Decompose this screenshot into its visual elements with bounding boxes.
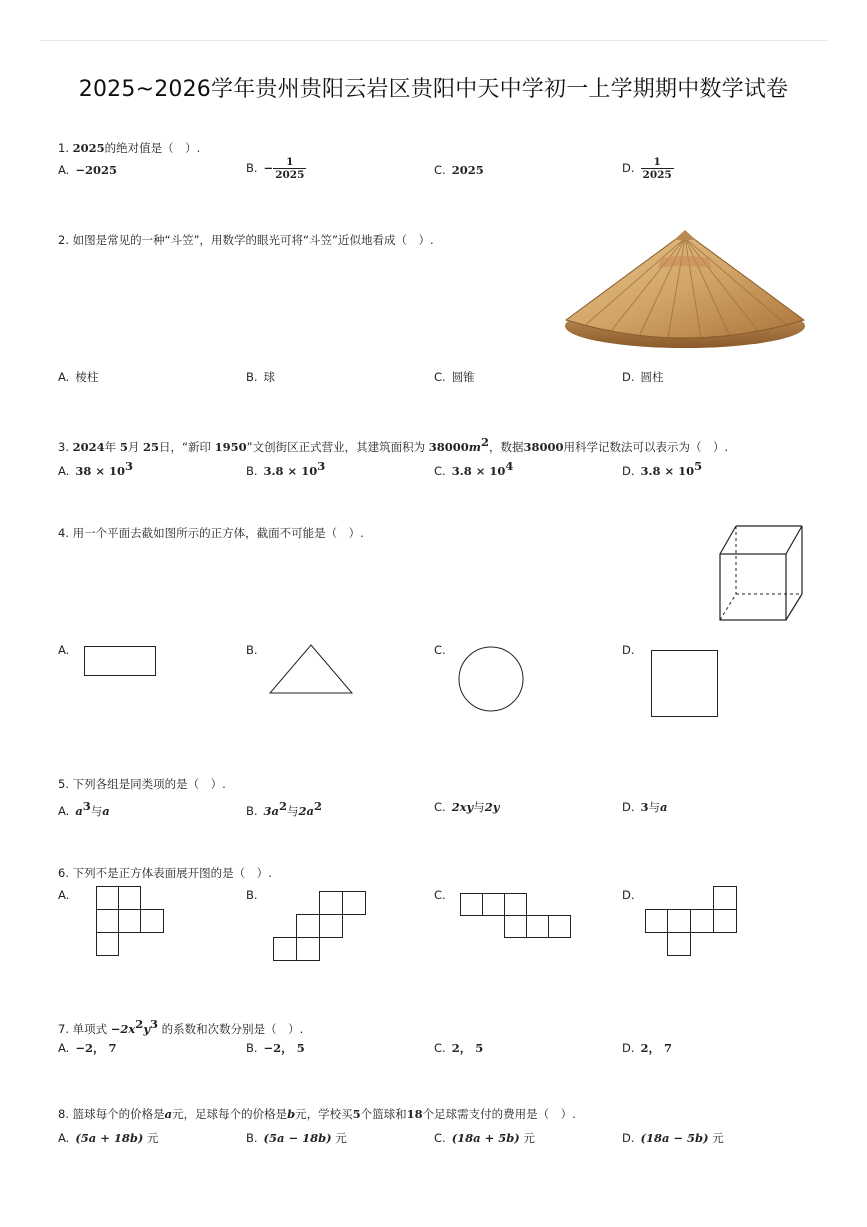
q6-option-c[interactable]: C.	[434, 888, 446, 902]
q6-option-b[interactable]: B.	[246, 888, 258, 902]
q3-option-a[interactable]: A. $38 \times 10^3$	[58, 459, 133, 478]
q7-option-a[interactable]: A. −2， 7	[58, 1041, 117, 1055]
question-3: 3. 2024年 5月 25日，“新印 1950”文创街区正式营业，其建筑面积为 $38000m^2$，数据38000用科学记数法可以表示为（ ）.	[58, 435, 729, 454]
question-5: 5. 下列各组是同类项的是（ ）.	[58, 777, 226, 791]
question-8: 8. 篮球每个的价格是a元，足球每个的价格是b元，学校买5个篮球和18个足球需支付的费用是（ ）.	[58, 1107, 576, 1121]
q5-option-d[interactable]: D. 3与a	[622, 800, 668, 814]
q1-option-a[interactable]: A. −2025	[58, 163, 117, 177]
q8-option-d[interactable]: D. (18a − 5b) 元	[622, 1131, 724, 1145]
q4-option-b[interactable]: B.	[246, 643, 258, 657]
q4-option-c[interactable]: C.	[434, 643, 446, 657]
cube-figure	[718, 524, 804, 622]
circle-shape	[458, 646, 526, 714]
q8-option-a[interactable]: A. (5a + 18b) 元	[58, 1131, 159, 1145]
fraction: $\frac{1}{2025}$	[275, 156, 305, 181]
math-number: 2025	[72, 141, 105, 155]
cube-net-c	[460, 893, 574, 943]
cube-net-b	[273, 891, 369, 965]
square-shape	[651, 650, 721, 720]
q5-option-a[interactable]: A. $a^3$与a	[58, 799, 110, 818]
q7-option-c[interactable]: C. 2， 5	[434, 1041, 484, 1055]
q5-option-b[interactable]: B. $3a^2$与$2a^2$	[246, 799, 322, 818]
q2-option-b[interactable]: B. 球	[246, 370, 276, 384]
cube-net-a	[96, 886, 168, 960]
q8-option-c[interactable]: C. (18a + 5b) 元	[434, 1131, 535, 1145]
q3-option-c[interactable]: C. $3.8 \times 10^4$	[434, 459, 514, 478]
q1-option-b[interactable]: B. − $\frac{1}{2025}$	[246, 156, 305, 181]
q4-option-a[interactable]: A.	[58, 643, 70, 657]
question-number: 1.	[58, 141, 69, 155]
page-title: 2025~2026学年贵州贵阳云岩区贵阳中天中学初一上学期期中数学试卷	[78, 77, 789, 102]
question-text: 的绝对值是（ ）.	[104, 141, 201, 155]
triangle-shape	[268, 644, 354, 696]
fraction: $\frac{1}{2025}$	[642, 156, 672, 181]
q6-option-d[interactable]: D.	[622, 888, 635, 902]
q3-option-b[interactable]: B. $3.8 \times 10^3$	[246, 459, 326, 478]
question-6: 6. 下列不是正方体表面展开图的是（ ）.	[58, 866, 272, 880]
q5-option-c[interactable]: C. 2xy与2y	[434, 800, 500, 814]
q6-option-a[interactable]: A.	[58, 888, 70, 902]
rectangle-shape	[84, 646, 158, 678]
q2-option-a[interactable]: A. 棱柱	[58, 370, 99, 384]
conical-hat-photo	[562, 228, 808, 356]
q2-option-d[interactable]: D. 圆柱	[622, 370, 664, 384]
q1-option-d[interactable]: D. $\frac{1}{2025}$	[622, 156, 672, 181]
q7-option-b[interactable]: B. −2， 5	[246, 1041, 305, 1055]
q2-option-c[interactable]: C. 圆锥	[434, 370, 475, 384]
question-1	[58, 140, 200, 156]
question-4: 4. 用一个平面去截如图所示的正方体，截面不可能是（ ）.	[58, 526, 364, 540]
q8-option-b[interactable]: B. (5a − 18b) 元	[246, 1131, 347, 1145]
q7-option-d[interactable]: D. 2， 7	[622, 1041, 673, 1055]
cube-net-d	[645, 886, 741, 960]
q1-option-c[interactable]: C. 2025	[434, 163, 484, 177]
question-2: 2. 如图是常见的一种“斗笠”，用数学的眼光可将“斗笠”近似地看成（ ）.	[58, 233, 434, 247]
q4-option-d[interactable]: D.	[622, 643, 635, 657]
q3-option-d[interactable]: D. $3.8 \times 10^5$	[622, 459, 703, 478]
top-divider	[40, 40, 827, 41]
question-7: 7. 单项式 $-2x^2y^3$ 的系数和次数分别是（ ）.	[58, 1017, 304, 1036]
